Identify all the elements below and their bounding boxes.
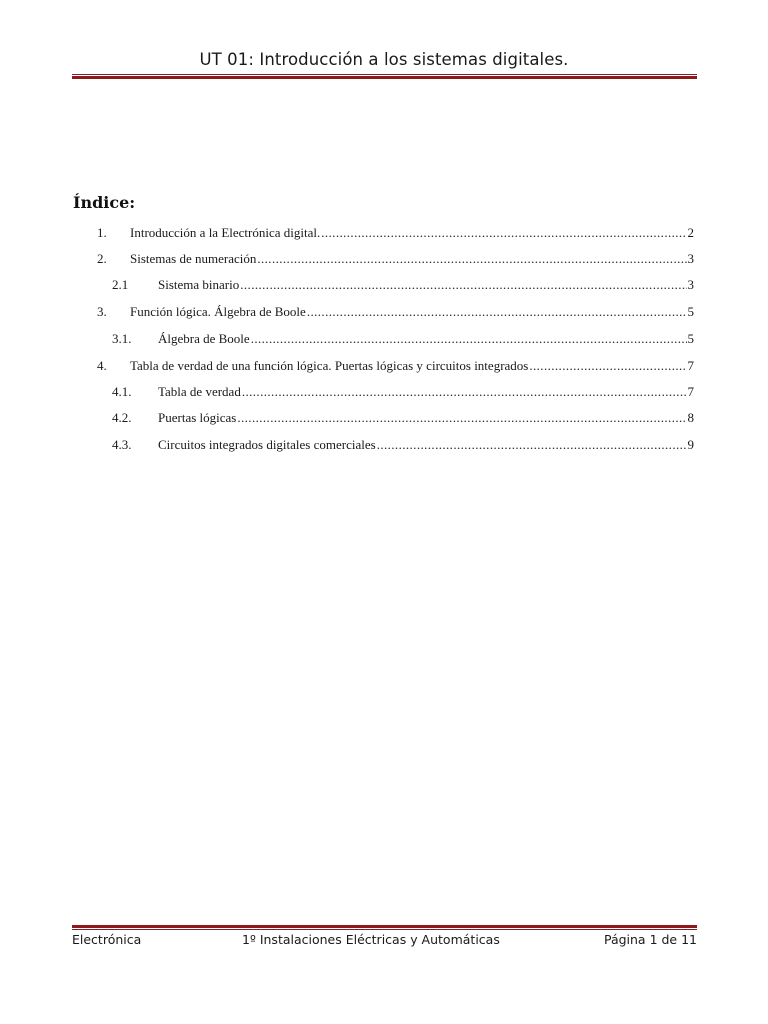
toc-leader-dots (257, 249, 686, 269)
toc-entry-page: 7 (687, 384, 694, 399)
toc-leader-dots (242, 382, 687, 402)
toc-entry-number: 4.3. (112, 437, 132, 452)
footer-page-number: Página 1 de 11 (603, 932, 697, 947)
toc-leader-dots (377, 435, 687, 455)
toc-entry-number: 3.1. (112, 331, 132, 346)
toc-leader-dots (321, 223, 686, 243)
index-heading: Índice: (73, 193, 136, 212)
toc-entry-title: Álgebra de Boole (158, 331, 250, 346)
toc-entry[interactable] (112, 382, 694, 402)
toc-entry[interactable] (97, 356, 694, 376)
toc-entry-page: 5 (687, 331, 694, 346)
toc-entry[interactable] (97, 302, 694, 322)
toc-entry-title: Introducción a la Electrónica digital. (130, 225, 321, 240)
toc-entry-page: 7 (687, 358, 694, 373)
toc-entry[interactable] (112, 435, 694, 455)
toc-entry-page: 8 (687, 410, 694, 425)
toc-entry-title: Tabla de verdad (158, 384, 241, 399)
toc-entry-title: Función lógica. Álgebra de Boole (130, 304, 306, 319)
toc-entry-page: 3 (687, 277, 694, 292)
footer-text-row (72, 932, 697, 952)
footer-rule-thick (72, 925, 697, 928)
toc-entry-page: 2 (687, 225, 694, 240)
header-rule-thick (72, 76, 697, 79)
toc-entry[interactable] (97, 249, 694, 269)
toc-leader-dots (237, 408, 686, 428)
toc-entry[interactable] (112, 275, 694, 295)
toc-entry-title: Tabla de verdad de una función lógica. Puertas lógicas y circuitos integrados (130, 358, 529, 373)
toc-entry-title: Puertas lógicas (158, 410, 237, 425)
toc-entry-title: Circuitos integrados digitales comerciales (158, 437, 376, 452)
header-rule-thin (72, 74, 697, 75)
toc-leader-dots (307, 302, 687, 322)
toc-leader-dots (251, 329, 687, 349)
toc-entry-number: 4.2. (112, 410, 132, 425)
toc-entry-page: 3 (687, 251, 694, 266)
toc-entry-title: Sistema binario (158, 277, 240, 292)
footer-rule-thin (72, 929, 697, 930)
toc-entry-number: 4.1. (112, 384, 132, 399)
toc-entry[interactable] (112, 329, 694, 349)
toc-leader-dots (240, 275, 686, 295)
toc-entry-number: 4. (97, 358, 107, 373)
toc-entry-page: 5 (687, 304, 694, 319)
toc-entry[interactable] (97, 223, 694, 243)
footer-subject: Electrónica (72, 932, 142, 947)
footer-course: 1º Instalaciones Eléctricas y Automáticas (242, 932, 500, 947)
toc-entry[interactable] (112, 408, 694, 428)
toc-entry-number: 2. (97, 251, 107, 266)
toc-entry-title: Sistemas de numeración (130, 251, 257, 266)
toc-leader-dots (529, 356, 686, 376)
toc-entry-number: 2.1 (112, 277, 129, 292)
toc-entry-page: 9 (687, 437, 694, 452)
toc-entry-number: 1. (97, 225, 107, 240)
document-title: UT 01: Introducción a los sistemas digitales. (199, 50, 569, 69)
toc-entry-number: 3. (97, 304, 107, 319)
